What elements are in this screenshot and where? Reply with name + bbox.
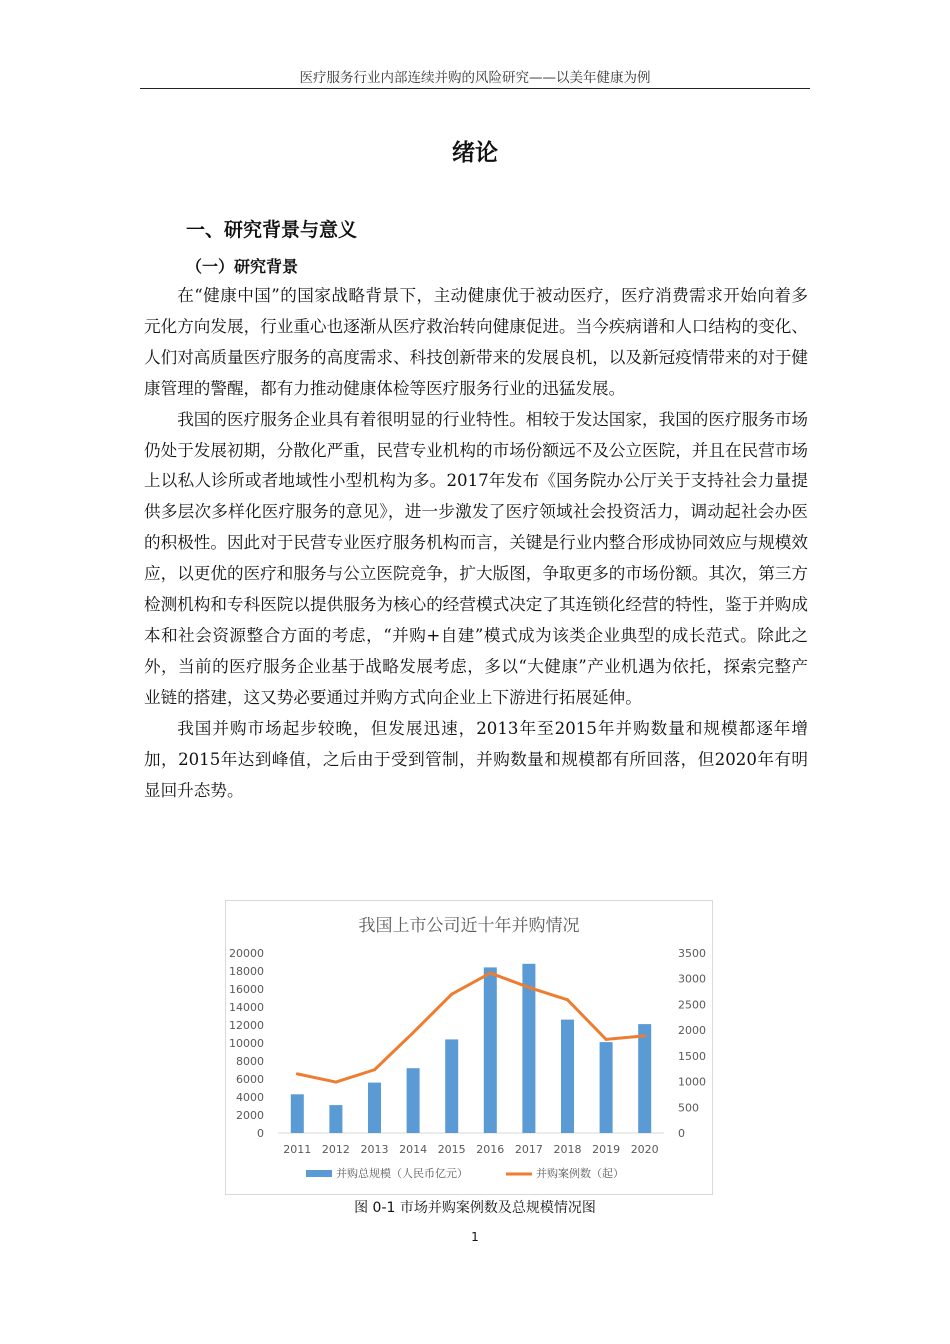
- bar: [368, 1083, 381, 1133]
- bar: [329, 1105, 342, 1133]
- x-tick-label: 2020: [630, 1143, 659, 1156]
- header-rule: [140, 88, 810, 89]
- y-right-tick-label: 3000: [678, 972, 706, 986]
- line-point: [450, 993, 453, 996]
- x-tick-label: 2012: [321, 1143, 350, 1156]
- x-tick-label: 2015: [437, 1143, 466, 1156]
- legend-label-line: 并购案例数（起）: [536, 1167, 624, 1180]
- section-heading: 一、研究背景与意义: [186, 219, 358, 241]
- chart-svg: [226, 901, 712, 1194]
- line-point: [605, 1038, 608, 1041]
- x-tick-label: 2011: [283, 1143, 312, 1156]
- running-header: 医疗服务行业内部连续并购的风险研究——以美年健康为例: [299, 70, 651, 86]
- bar: [600, 1042, 613, 1133]
- x-tick-label: 2014: [399, 1143, 428, 1156]
- y-left-tick-label: 16000: [229, 983, 264, 996]
- bar: [407, 1068, 420, 1133]
- bar: [291, 1094, 304, 1133]
- y-left-tick-label: 20000: [229, 947, 264, 960]
- legend-label-bars: 并购总规模（人民币亿元）: [336, 1167, 468, 1180]
- line-point: [296, 1072, 299, 1075]
- bar: [638, 1024, 651, 1133]
- chart-title: 我国上市公司近十年并购情况: [358, 916, 580, 936]
- y-right-tick-label: 2500: [678, 998, 706, 1012]
- line-point: [527, 986, 530, 989]
- y-left-tick-label: 0: [257, 1127, 264, 1140]
- y-right-tick-label: 0: [678, 1127, 685, 1140]
- y-left-tick-label: 4000: [236, 1091, 264, 1104]
- chapter-title: 绪论: [452, 140, 498, 166]
- subsection-heading: （一）研究背景: [186, 257, 299, 276]
- line-point: [566, 998, 569, 1001]
- paragraph: 我国的医疗服务企业具有着很明显的行业特性。相较于发达国家，我国的医疗服务市场仍处于发展初期，分散化严重，民营专业机构的市场份额远不及公立医院，并且在民营市场上以私人诊所或者地域性小型机构为多。2017年发布《国务院办公厅关于支持社会力量提供多层次多样化医疗服务的意见》，进一步激发了医疗领域社会投资活力，调动起社会办医的积极性。因此对于民营专业医疗服务机构而言，关键是行业内整合形成协同效应与规模效应，以更优的医疗和服务与公立医院竞争，扩大版图，争取更多的市场份额。其次，第三方检测机构和专科医院以提供服务为核心的经营模式决定了其连锁化经营的特性，鉴于并购成本和社会资源整合方面的考虑，“并购+自建”模式成为该类企业典型的成长范式。除此之外，当前的医疗服务企业基于战略发展考虑，多以“大健康”产业机遇为依托，探索完整产业链的搭建，这又势必要通过并购方式向企业上下游进行拓展延伸。: [144, 409, 808, 707]
- y-right-tick-label: 3500: [678, 947, 706, 960]
- y-right-tick-label: 1000: [678, 1075, 706, 1089]
- chart-container: [225, 900, 713, 1195]
- line-point: [412, 1031, 415, 1034]
- x-tick-label: 2018: [553, 1143, 582, 1156]
- x-tick-label: 2017: [514, 1143, 543, 1156]
- y-right-tick-label: 500: [678, 1101, 699, 1115]
- paragraph: 我国并购市场起步较晚，但发展迅速，2013年至2015年并购数量和规模都逐年增加，2015年达到峰值，之后由于受到管制，并购数量和规模都有所回落，但2020年有明显回升态势。: [144, 718, 808, 800]
- line-point: [373, 1068, 376, 1071]
- bar: [484, 967, 497, 1133]
- x-tick-label: 2013: [360, 1143, 389, 1156]
- bar: [445, 1039, 458, 1133]
- series-line: [297, 973, 644, 1082]
- y-left-tick-label: 14000: [229, 1001, 264, 1014]
- y-left-tick-label: 10000: [229, 1037, 264, 1050]
- body-text: [144, 281, 808, 806]
- legend-swatch-bars: [306, 1170, 332, 1177]
- y-left-tick-label: 18000: [229, 965, 264, 978]
- x-tick-label: 2016: [476, 1143, 505, 1156]
- x-tick-label: 2019: [592, 1143, 621, 1156]
- line-point: [643, 1034, 646, 1037]
- y-left-tick-label: 8000: [236, 1055, 264, 1068]
- y-left-tick-label: 2000: [236, 1109, 264, 1122]
- y-left-tick-label: 6000: [236, 1073, 264, 1086]
- y-left-tick-label: 12000: [229, 1019, 264, 1032]
- bar: [561, 1020, 574, 1133]
- line-point: [489, 972, 492, 975]
- page-number: 1: [471, 1230, 479, 1244]
- y-right-tick-label: 1500: [678, 1049, 706, 1063]
- y-right-tick-label: 2000: [678, 1024, 706, 1038]
- paragraph: 在“健康中国”的国家战略背景下，主动健康优于被动医疗，医疗消费需求开始向着多元化方向发展，行业重心也逐渐从医疗救治转向健康促进。当今疾病谱和人口结构的变化、人们对高质量医疗服务的高度需求、科技创新带来的发展良机，以及新冠疫情带来的对于健康管理的警醒，都有力推动健康体检等医疗服务行业的迅猛发展。: [144, 286, 808, 398]
- figure-caption: 图 0-1 市场并购案例数及总规模情况图: [354, 1200, 596, 1216]
- line-point: [334, 1081, 337, 1084]
